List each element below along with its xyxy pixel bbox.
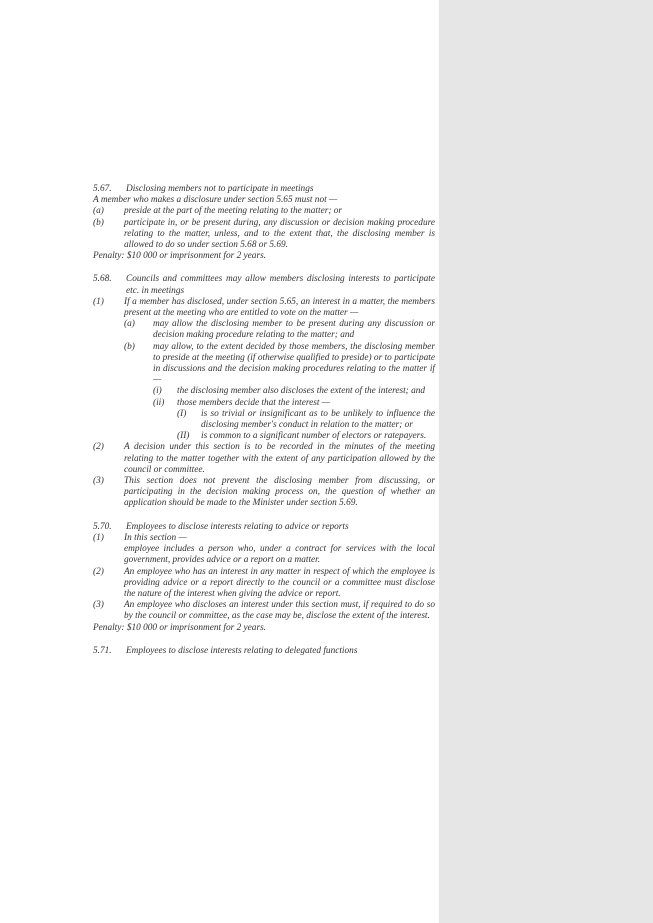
section-number: 5.67. [93, 184, 112, 194]
subparagraph-number: (i) [153, 386, 162, 397]
section-title: Disclosing members not to participate in meetings [126, 184, 314, 194]
section-title: Employees to disclose interests relating to advice or reports [126, 521, 349, 532]
section-number: 5.68. [93, 274, 112, 285]
subparagraph-number: (ii) [153, 397, 165, 408]
sub-subparagraph-number: (I) [177, 408, 187, 419]
subsection [93, 297, 435, 319]
section-5-67 [93, 184, 435, 262]
subsection-number: (2) [93, 566, 104, 577]
subsection-number: (1) [93, 296, 104, 307]
subsection-text: If a member has disclosed, under section 5.65, an interest in a matter, the members present at the meeting who are entitled to vote on the matter — [124, 296, 435, 319]
document-body [93, 184, 435, 657]
item-number: (b) [93, 217, 104, 228]
sub-subparagraph-text: is so trivial or insignificant as to be unlikely to influence the disclosing member's conduct in relation to the matter; or [201, 408, 435, 431]
sub-subparagraph [177, 409, 435, 431]
definition-text: employee includes a person who, under a contract for services with the local government, provides advice or a report on a matter. [124, 544, 435, 566]
section-heading [93, 184, 435, 195]
subsection-text: A decision under this section is to be recorded in the minutes of the meeting relating to the matter together with the extent of any participation allowed by the council or committee. [124, 442, 435, 475]
section-5-70 [93, 522, 435, 634]
paragraph [124, 342, 435, 387]
item-text: preside at the part of the meeting relating to the matter; or [124, 206, 343, 217]
section-title: Councils and committees may allow members disclosing interests to participate etc. in meetings [126, 274, 435, 296]
item-number: (a) [93, 206, 104, 217]
section-intro: A member who makes a disclosure under section 5.65 must not — [93, 195, 338, 206]
subsection-text: This section does not prevent the disclosing member from discussing, or participating in the decision making process on, the question of whether an application should be made to the Minister under section 5.69. [124, 476, 435, 509]
subsection [93, 533, 435, 544]
paragraph-text: may allow the disclosing member to be present during any discussion or decision making procedure relating to the matter; and [153, 319, 435, 341]
section-number: 5.71. [93, 645, 112, 656]
section-5-68 [93, 274, 435, 509]
section-heading [93, 274, 435, 296]
subparagraph [153, 398, 435, 409]
paragraph-text: may allow, to the extent decided by those members, the disclosing member to preside at the meeting (if otherwise qualified to preside) or to participate in discussions and the decision making procedures relating to the matter if — [153, 341, 435, 386]
subparagraph-text: those members decide that the interest — [177, 397, 331, 408]
penalty-text: Penalty: $10 000 or imprisonment for 2 years. [93, 251, 267, 262]
section-5-71 [93, 646, 435, 657]
paragraph-number: (b) [124, 341, 135, 352]
penalty-text: Penalty: $10 000 or imprisonment for 2 years. [93, 622, 267, 633]
paragraph [124, 319, 435, 341]
subsection-number: (3) [93, 600, 104, 611]
sub-subparagraph [177, 431, 435, 442]
subsection [93, 476, 435, 510]
section-title: Employees to disclose interests relating to delegated functions [126, 645, 358, 656]
section-number: 5.70. [93, 521, 112, 532]
list-item [93, 218, 435, 252]
subparagraph [153, 386, 435, 397]
sub-subparagraph-number: (II) [177, 431, 190, 442]
subsection-text: An employee who has an interest in any matter in respect of which the employee is providing advice or a report directly to the council or a committee must disclose the nature of the interest when giving the advice or report. [124, 566, 435, 599]
comment-pane [439, 0, 653, 923]
sub-subparagraph-text: is common to a significant number of electors or ratepayers. [201, 431, 427, 442]
subsection [93, 600, 435, 622]
section-heading [93, 522, 435, 533]
subparagraph-text: the disclosing member also discloses the extent of the interest; and [177, 386, 426, 397]
subsection-number: (2) [93, 442, 104, 453]
item-text: participate in, or be present during, any discussion or decision making procedure relating to the matter, unless, and to the extent that, the disclosing member is allowed to do so under section 5.68 or 5.69. [124, 217, 435, 251]
subsection [93, 442, 435, 476]
subsection-text: An employee who discloses an interest under this section must, if required to do so by the council or committee, as the case may be, disclose the extent of the interest. [124, 600, 435, 622]
paragraph-number: (a) [124, 319, 135, 330]
subsection-number: (3) [93, 476, 104, 487]
subsection-text: In this section — [124, 532, 187, 543]
section-heading [93, 646, 435, 657]
subsection [93, 567, 435, 601]
list-item [93, 206, 435, 217]
subsection-number: (1) [93, 532, 104, 543]
